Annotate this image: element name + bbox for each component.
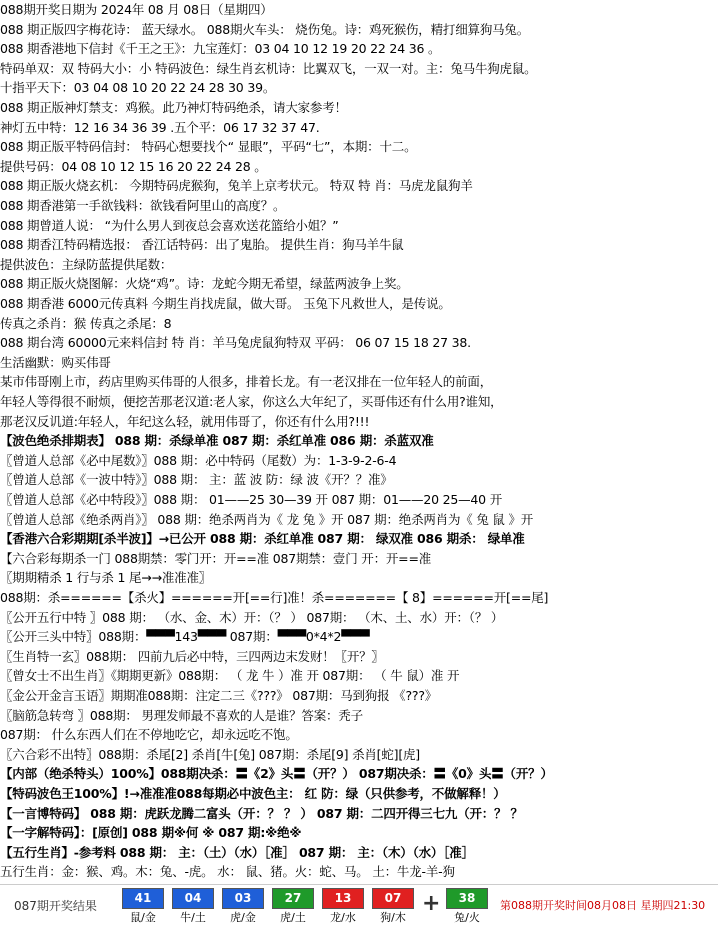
text-line: 某市伟哥刚上市，药店里购买伟哥的人很多，排着长龙。有一老汉排在一位年轻人的前面， [0, 374, 493, 390]
text-line: 五行生肖：金：猴、鸡。木：兔、-虎。 水： 鼠、猪。火：蛇、马。 土：牛龙-羊-狗 [0, 864, 455, 880]
text-line: 088 期正版神灯禁支：鸡猴。此乃神灯特码绝杀，请大家参考！ [0, 100, 347, 115]
text-line: 神灯五中特：12 16 34 36 39 .五个平：06 17 32 37 47. [0, 119, 320, 135]
text-line: 088 期正版火烧图解：火烧“鸡”。诗：龙蛇今期无希望，绿蓝两波争上奖。 [0, 276, 409, 292]
text-line: 那老汉反讥道:年轻人，年纪这么轻，就用伟哥了，你还有什么用?!!! [0, 413, 370, 429]
ball-number: 07 [372, 888, 414, 909]
ball-number: 04 [172, 888, 214, 909]
plus-sign: + [422, 891, 441, 916]
text-line: 〖脑筋急转弯 〗088期： 男理发师最不喜欢的人是谁？答案：秃子 [0, 707, 363, 723]
result-ball [172, 888, 214, 927]
text-line: 特码单双：双 特码大小：小 特码波色：绿生肖玄机诗：比翼双飞，一双一对。主：兔马牛狗虎鼠。 [0, 60, 537, 76]
text-line: 088 期正版四字梅花诗： 蓝天绿水。 088期火车头： 烧伤兔。诗：鸡死猴伤，精打细算狗马兔。 [0, 21, 530, 37]
text-line: 〖曾女士不出生肖〗《期期更新》088期： （ 龙 牛 ）准 开 087期： （ 牛 鼠）准 开 [0, 668, 460, 684]
text-line: 传真之杀肖：猴 传真之杀尾：8 [0, 315, 172, 331]
result-ball-special [446, 888, 488, 927]
text-line: 〖期期精杀 1 行与杀 1 尾→→准准准〗 [0, 570, 212, 586]
result-ball [372, 888, 414, 927]
text-line: 088期开奖日期为 2024年 08 月 08日（星期四） [0, 2, 273, 17]
text-line: 【一字解特码】：[原创] 088 期※何 ※ 087 期:※绝※ [0, 825, 302, 841]
ball-number: 13 [322, 888, 364, 909]
text-line: 年轻人等得很不耐烦，便挖苦那老汉道:老人家，你这么大年纪了，买哥伟还有什么用?谁知， [0, 394, 503, 409]
text-line: 〖金公开金言玉语〗期期准088期：注定二三《???》 087期：马到狗报 《???》 [0, 688, 438, 703]
text-line: 十指平天下：03 04 08 10 20 22 24 28 30 39。 [0, 80, 276, 96]
result-ball [222, 888, 264, 927]
result-ball [122, 888, 164, 927]
text-line: 【波色绝杀排期表】 088 期：杀绿单准 087 期：杀红单准 086 期：杀蓝双准 [0, 433, 434, 449]
text-line: 088期：杀======【杀火】======开[==行]准！杀=======【 8】======开[==尾] [0, 590, 549, 605]
text-line: 088 期香港 6000元传真料 今期生肖找虎鼠，做大哥。 玉兔下凡救世人，是传说。 [0, 296, 451, 311]
text-line: 〖曾道人总部《必中特段》〗088 期： 01——25 30—39 开 087 期：01——20 25—40 开 [0, 492, 503, 507]
ball-zodiac: 兔/火 [454, 911, 480, 924]
ball-zodiac: 龙/水 [330, 911, 356, 924]
text-line: 〖公开五行中特 〗088 期： （水、金、木）开：（？ ） 087期： （木、土、水）开：（？ ） [0, 609, 504, 625]
text-line: 〖曾道人总部《绝杀两肖》〗 088 期：绝杀两肖为《 龙 兔 》开 087 期：绝杀两肖为《 兔 鼠 》开 [0, 511, 534, 527]
text-line: 088 期香江特码精选报： 香江话特码：出了鬼胎。 提供生肖：狗马羊牛鼠 [0, 237, 404, 253]
ball-number: 38 [446, 888, 488, 909]
draw-result-label: 087期开奖结果 [14, 899, 97, 913]
ball-zodiac: 虎/金 [230, 911, 256, 924]
text-line: 〖曾道人总部《必中尾数》〗088 期：必中特码（尾数）为：1-3-9-2-6-4 [0, 452, 397, 468]
next-draw-time: 第088期开奖时间08月08日 星期四21:30 [500, 899, 706, 912]
ball-number: 03 [222, 888, 264, 909]
text-line: 〖六合彩不出特〗088期：杀尾[2] 杀肖[牛[兔] 087期：杀尾[9] 杀肖[蛇][虎] [0, 746, 420, 762]
ball-number: 41 [122, 888, 164, 909]
text-line: 生活幽默：购买伟哥 [0, 354, 111, 370]
text-line: 【一言博特码】 088 期：虎跃龙腾二富头（开：？ ？ ） 087 期：二四开得三七九（开：？ ？ [0, 805, 523, 821]
text-line: 088 期香港第一手欲钱料：欲钱看阿里山的高度？。 [0, 198, 286, 213]
text-line: 088 期台湾 60000元来料信封 特 肖：羊马兔虎鼠狗特双 平码： 06 07 15 18 27 38. [0, 335, 471, 351]
text-line: 〖公开三头中特〗088期：▀▀▀143▀▀▀ 087期：▀▀▀0*4*2▀▀▀ [0, 629, 370, 645]
text-line: 088 期香港地下信封《千王之王》：九宝莲灯：03 04 10 12 19 20 22 24 36 。 [0, 41, 441, 57]
text-line: 【香港六合彩期期[杀半波]】→已公开 088 期：杀红单准 087 期： 绿双准 086 期杀： 绿单准 [0, 531, 525, 547]
text-line: 提供号码：04 08 10 12 15 16 20 22 24 28 。 [0, 158, 267, 174]
ball-zodiac: 鼠/金 [130, 911, 156, 924]
text-line: 088 期正版火烧玄机： 今期特码虎猴狗，兔羊上京考状元。 特双 特 肖：马虎龙鼠狗羊 [0, 178, 473, 194]
text-line: 【六合彩每期杀一门 088期禁：零门开：开==准 087期禁：壹门 开：开==准 [0, 550, 432, 566]
draw-result-footer [0, 884, 718, 928]
text-line: 088 期正版平特码信封： 特码心想要找个“ 显眼”，平码“七”，本期：十二。 [0, 139, 417, 155]
result-ball [322, 888, 364, 927]
ball-number: 27 [272, 888, 314, 909]
ball-zodiac: 虎/土 [280, 911, 306, 924]
text-line: 087期： 什么东西人们在不停地吃它，却永远吃不饱。 [0, 727, 298, 743]
text-line: 【五行生肖】-参考料 088 期： 主：（土）（水）［准］ 087 期： 主：（木）（水）［准］ [0, 844, 474, 860]
ball-zodiac: 狗/木 [380, 911, 406, 924]
text-line: 【内部（绝杀特头）100%】088期决杀：〓《2》头〓（开？） 087期决杀：〓《0》头〓（开？） [0, 766, 553, 782]
text-line: 〖生肖特一玄〗088期： 四前九后必中特，三四两边末发财！〖开？〗 [0, 648, 384, 664]
ball-zodiac: 牛/土 [180, 911, 206, 924]
text-line: 提供波色：主绿防蓝提供尾数： [0, 256, 173, 272]
text-line: 【特码波色王100%】!→准准准088每期必中波色主： 红 防：绿（只供参考，不做解释！） [0, 786, 506, 801]
text-line: 〖曾道人总部《一波中特》〗088 期： 主：蓝 波 防：绿 波《开？？准》 [0, 472, 393, 488]
text-line: 088 期曾道人说： “为什么男人到夜总会喜欢送花篮给小姐？” [0, 217, 339, 233]
result-ball [272, 888, 314, 927]
